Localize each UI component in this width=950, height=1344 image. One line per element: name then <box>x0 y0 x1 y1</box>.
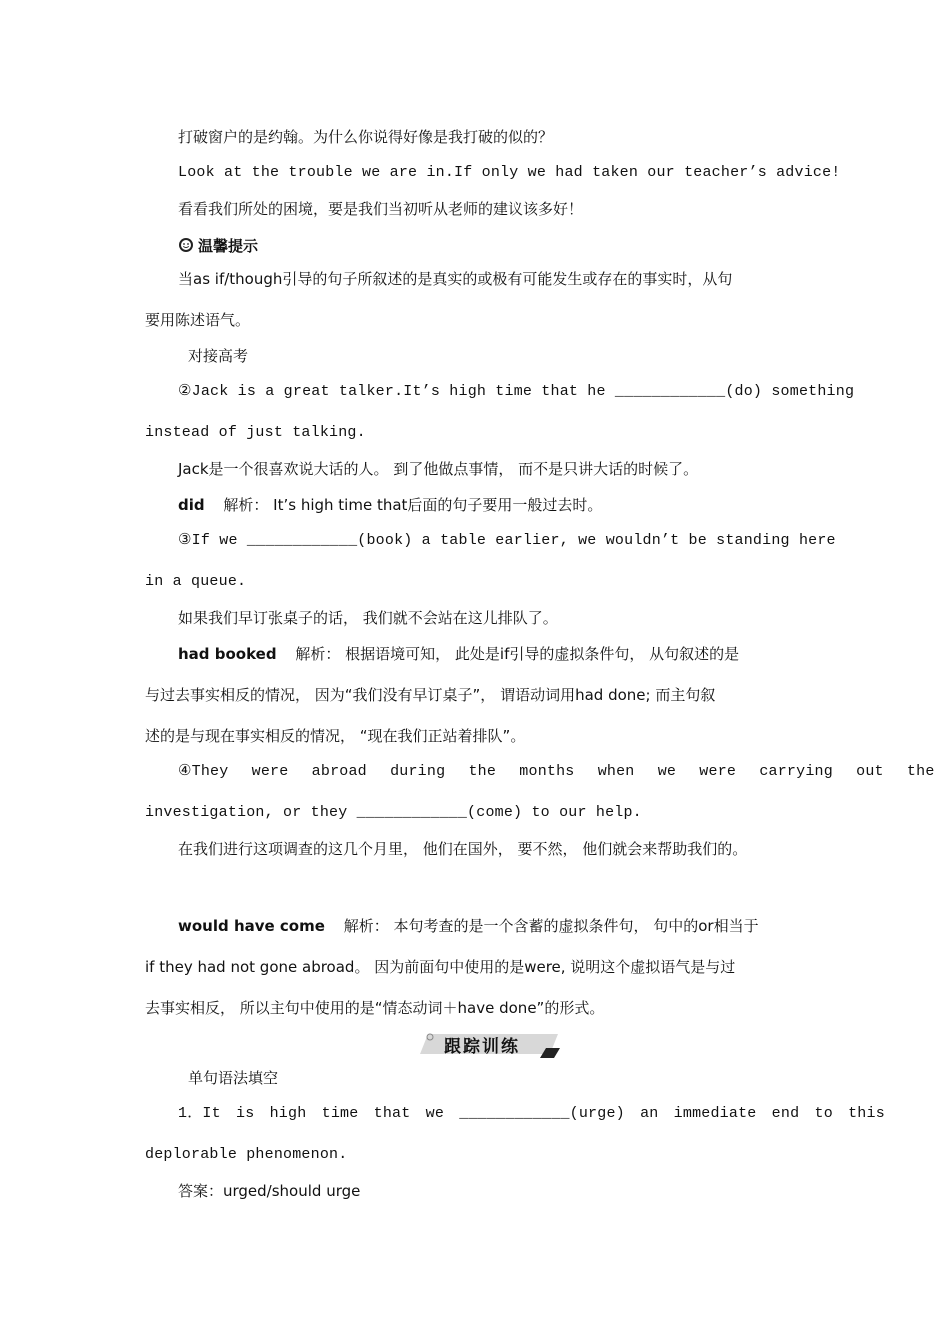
section-title: 单句语法填空 <box>188 1069 279 1087</box>
question-3-translation: 如果我们早订张桌子的话， 我们就不会站在这儿排队了。 <box>178 609 558 627</box>
explanation-4-cont: 去事实相反， 所以主句中使用的是“情态动词＋have done”的形式。 <box>145 999 605 1017</box>
tip-text: 当as if/though引导的句子所叙述的是真实的或极有可能发生或存在的事实时，从句 <box>178 270 733 288</box>
smiley-icon <box>178 237 194 253</box>
question-4-translation: 在我们进行这项调查的这几个月里， 他们在国外， 要不然， 他们就会来帮助我们的。 <box>178 840 748 858</box>
tip-heading <box>178 234 258 256</box>
question-4: ④They were abroad during the months when we were carrying out the <box>178 763 935 780</box>
question-4-cont: investigation, or they ____________(come) to our help. <box>145 804 642 821</box>
explanation-2: 解析： It’s high time that后面的句子要用一般过去时。 <box>223 496 603 514</box>
question-3: ③If we ____________(book) a table earlier, we wouldn’t be standing here <box>178 532 836 549</box>
answer-4-line <box>178 915 950 937</box>
answer-4: would have come <box>178 917 325 935</box>
explanation-4: 解析： 本句考查的是一个含蓄的虚拟条件句， 句中的or相当于 <box>343 917 759 935</box>
question-2: ②Jack is a great talker.It’s high time that he ____________(do) something <box>178 383 855 400</box>
example-translation-line: 看看我们所处的困境，要是我们当初听从老师的建议该多好！ <box>178 200 584 218</box>
question-3-cont: in a queue. <box>145 573 247 590</box>
tip-label: 温馨提示 <box>198 236 259 255</box>
exercise-1-answer: 答案：urged/should urge <box>178 1182 361 1200</box>
subsection-title: 对接高考 <box>188 347 249 365</box>
section-banner <box>420 1030 560 1058</box>
banner-title: 跟踪训练 <box>444 1037 520 1057</box>
explanation-4-cont: if they had not gone abroad。 因为前面句中使用的是were, 说明这个虚拟语气是与过 <box>145 958 736 976</box>
explanation-3-cont: 述的是与现在事实相反的情况， “现在我们正站着排队”。 <box>145 727 526 745</box>
answer-2: did <box>178 496 205 514</box>
answer-3: had booked <box>178 645 277 663</box>
answer-3-line <box>178 643 950 665</box>
tip-text: 要用陈述语气。 <box>145 311 251 329</box>
question-2-cont: instead of just talking. <box>145 424 366 441</box>
example-sentence: Look at the trouble we are in.If only we had taken our teacher’s advice! <box>178 164 841 181</box>
answer-2-line <box>178 494 950 516</box>
example-translation-line: 打破窗户的是约翰。为什么你说得好像是我打破的似的？ <box>178 128 554 146</box>
explanation-3-cont: 与过去事实相反的情况， 因为“我们没有早订桌子”， 谓语动词用had done; 而主句叙 <box>145 686 716 704</box>
explanation-3: 解析： 根据语境可知， 此处是if引导的虚拟条件句， 从句叙述的是 <box>295 645 740 663</box>
exercise-1: 1．It is high time that we ____________(urge) an immediate end to this <box>178 1105 885 1122</box>
question-2-translation: Jack是一个很喜欢说大话的人。 到了他做点事情， 而不是只讲大话的时候了。 <box>178 460 699 478</box>
exercise-1-cont: deplorable phenomenon. <box>145 1146 348 1163</box>
